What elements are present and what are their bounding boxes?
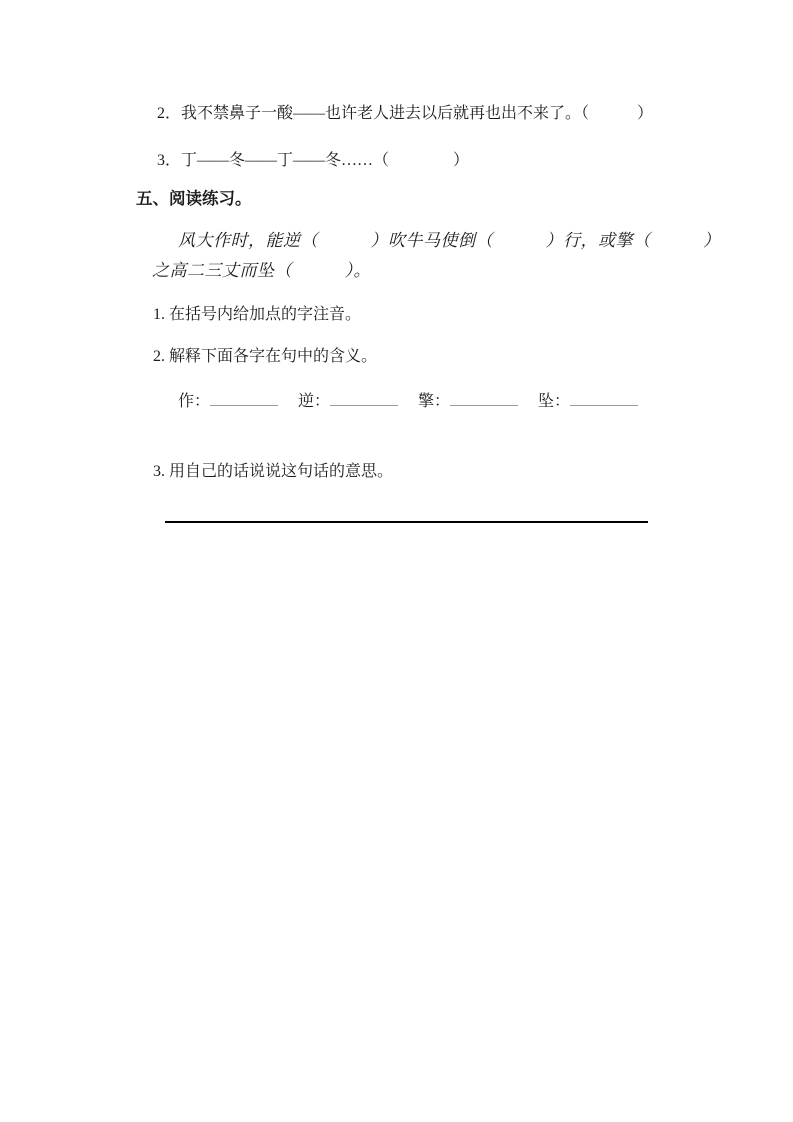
fill-label-ni: 逆： [298, 393, 331, 410]
section-heading: 五、阅读练习。 [136, 189, 252, 208]
fill-label-zhui: 坠： [538, 393, 571, 410]
passage-line-1: 风大作时，能逆（ ）吹牛马使倒（ ）行，或擎（ ） [178, 231, 721, 251]
passage-line-2: 之高二三丈而坠（ ）。 [152, 261, 371, 281]
exercise-item-2: 2．我不禁鼻子一酸——也许老人进去以后就再也出不来了。（ ） [157, 105, 654, 122]
fill-group-qing [418, 388, 520, 411]
fill-group-zhui [538, 388, 640, 411]
fill-blank-row [178, 388, 640, 411]
fill-label-qing: 擎： [418, 393, 451, 410]
fill-group-zuo [178, 388, 280, 411]
question-3: 3. 用自己的话说说这句话的意思。 [153, 463, 394, 480]
fill-group-ni [298, 388, 400, 411]
blank-line-zhui [570, 390, 638, 406]
question-2: 2. 解释下面各字在句中的含义。 [153, 348, 378, 365]
exercise-item-3: 3．丁——冬——丁——冬……（ ） [157, 152, 470, 169]
fill-label-zuo: 作： [178, 393, 211, 410]
answer-line [165, 521, 648, 523]
blank-line-qing [450, 390, 518, 406]
question-1: 1. 在括号内给加点的字注音。 [153, 306, 362, 323]
blank-line-zuo [210, 390, 278, 406]
blank-line-ni [330, 390, 398, 406]
